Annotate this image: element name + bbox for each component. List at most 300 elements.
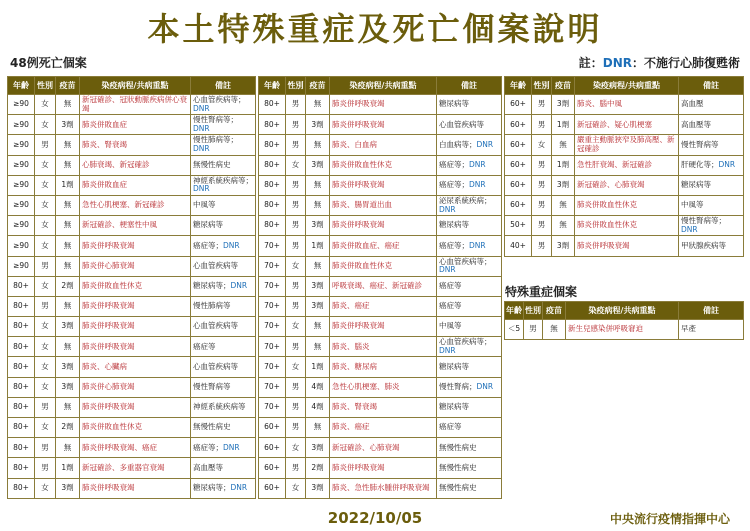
table-row: [259, 155, 502, 175]
column-header: 染疫病程/共病重點: [80, 77, 191, 95]
table-row: [259, 216, 502, 236]
table-row: [259, 175, 502, 195]
column-header: 疫苗: [306, 77, 330, 95]
note-text: 癌症等；: [193, 442, 223, 452]
table-row: [8, 418, 256, 438]
age-cell: 80+: [8, 276, 35, 296]
note-cell: 慢性腎病等: [679, 135, 744, 155]
dnr-marker: DNR: [193, 123, 210, 133]
note-cell: [437, 195, 502, 215]
disease-cell: 肺炎併呼吸衰竭: [330, 175, 437, 195]
note-cell: 中風等: [191, 195, 256, 215]
table-row: [505, 175, 744, 195]
note-cell: 中風等: [679, 195, 744, 215]
vaccine-cell: 3劑: [56, 115, 80, 135]
disease-cell: 新生兒感染併呼吸窘迫: [566, 320, 679, 340]
sex-cell: 男: [286, 296, 306, 316]
table-row: [8, 195, 256, 215]
column-header: 備註: [191, 77, 256, 95]
age-cell: 80+: [8, 337, 35, 357]
disease-cell: 肺炎併敗血性休克: [330, 256, 437, 276]
note-text: 心血管疾病等；: [439, 337, 492, 347]
sex-cell: 女: [35, 377, 56, 397]
dnr-marker: DNR: [193, 184, 210, 194]
table-header-row: [259, 77, 502, 95]
note-text: 糖尿病等；: [193, 281, 231, 291]
dnr-marker: DNR: [469, 240, 486, 250]
disease-cell: 肺炎併敗血性休克: [80, 418, 191, 438]
disease-cell: 肺炎併心肺衰竭: [80, 377, 191, 397]
column-header: 備註: [679, 77, 744, 95]
sex-cell: 男: [532, 155, 552, 175]
death-table-3: [504, 76, 744, 257]
table-row: [505, 115, 744, 135]
note-cell: 高血壓等: [679, 115, 744, 135]
vaccine-cell: 4劑: [306, 397, 330, 417]
table-row: [505, 320, 744, 340]
sex-cell: 男: [286, 236, 306, 256]
disease-cell: 肺炎併呼吸衰竭: [80, 337, 191, 357]
disease-cell: 肺炎併呼吸衰竭: [330, 216, 437, 236]
vaccine-cell: 3劑: [552, 175, 575, 195]
age-cell: 80+: [8, 418, 35, 438]
note-cell: [191, 115, 256, 135]
disease-cell: 新冠確診、疑心肌梗塞: [575, 115, 679, 135]
note-cell: 無慢性病史: [437, 458, 502, 478]
note-cell: [191, 175, 256, 195]
note-cell: [437, 135, 502, 155]
note-cell: 糖尿病等: [437, 95, 502, 115]
table-row: [8, 276, 256, 296]
vaccine-cell: 3劑: [552, 95, 575, 115]
age-cell: 80+: [259, 95, 286, 115]
disease-cell: 肺炎併敗血症: [80, 175, 191, 195]
vaccine-cell: 3劑: [306, 276, 330, 296]
death-cases-heading: 48例死亡個案: [10, 56, 87, 70]
page-title: 本土特殊重症及死亡個案說明: [147, 10, 603, 48]
vaccine-cell: 2劑: [306, 458, 330, 478]
age-cell: 80+: [8, 397, 35, 417]
note-text: 癌症等；: [439, 159, 469, 169]
table-row: [505, 195, 744, 215]
sex-cell: 女: [532, 135, 552, 155]
note-cell: [437, 155, 502, 175]
sex-cell: 男: [35, 135, 56, 155]
sex-cell: 女: [35, 357, 56, 377]
age-cell: 70+: [259, 317, 286, 337]
sex-cell: 男: [286, 276, 306, 296]
disease-cell: 急性心肌梗塞、肺炎: [330, 377, 437, 397]
disease-cell: 新冠確診、多重器官衰竭: [80, 458, 191, 478]
table-row: [259, 195, 502, 215]
table-row: [8, 135, 256, 155]
age-cell: 60+: [259, 438, 286, 458]
dnr-marker: DNR: [476, 139, 494, 149]
disease-cell: 肺炎併敗血性休克: [80, 276, 191, 296]
vaccine-cell: 3劑: [56, 317, 80, 337]
disease-cell: 肺炎、腸胃道出血: [330, 195, 437, 215]
dnr-marker: DNR: [193, 103, 210, 113]
sex-cell: 男: [524, 320, 543, 340]
age-cell: 60+: [505, 115, 532, 135]
note-cell: 無慢性病史: [191, 155, 256, 175]
note-cell: 高血壓: [679, 95, 744, 115]
note-cell: [437, 175, 502, 195]
table-header-row: [8, 77, 256, 95]
legend-suffix: ：不施行心肺復甦術: [631, 56, 740, 70]
column-header: 性別: [35, 77, 56, 95]
age-cell: 60+: [505, 155, 532, 175]
vaccine-cell: 3劑: [56, 478, 80, 498]
vaccine-cell: 無: [552, 135, 575, 155]
note-cell: 慢性肺病等: [191, 296, 256, 316]
vaccine-cell: 2劑: [56, 418, 80, 438]
age-cell: 70+: [259, 397, 286, 417]
vaccine-cell: 3劑: [56, 357, 80, 377]
vaccine-cell: 1劑: [56, 458, 80, 478]
vaccine-cell: 2劑: [56, 276, 80, 296]
note-cell: 神經系統疾病等: [191, 397, 256, 417]
note-cell: 糖尿病等: [437, 397, 502, 417]
disease-cell: 肺炎併敗血症、癌症: [330, 236, 437, 256]
age-cell: 40+: [505, 236, 532, 256]
dnr-marker: DNR: [223, 442, 240, 452]
note-cell: 中風等: [437, 317, 502, 337]
age-cell: 80+: [8, 458, 35, 478]
sex-cell: 男: [35, 458, 56, 478]
table-row: [8, 95, 256, 115]
note-text: 泌尿系統疾病；: [439, 196, 492, 206]
table-row: [259, 115, 502, 135]
table-row: [8, 438, 256, 458]
table-row: [259, 317, 502, 337]
sex-cell: 女: [286, 478, 306, 498]
report-date: 2022/10/05: [327, 509, 423, 527]
age-cell: 80+: [259, 155, 286, 175]
table-row: [8, 337, 256, 357]
age-cell: 50+: [505, 216, 532, 236]
table-row: [259, 418, 502, 438]
disease-cell: 新冠確診、心肺衰竭: [575, 175, 679, 195]
severe-table: [504, 301, 744, 340]
disease-cell: 肺炎併敗血性休克: [575, 195, 679, 215]
sex-cell: 男: [286, 337, 306, 357]
vaccine-cell: 1劑: [56, 175, 80, 195]
table-row: [505, 236, 744, 256]
table-row: [259, 397, 502, 417]
note-cell: [191, 276, 256, 296]
disease-cell: 肺炎併呼吸衰竭: [80, 236, 191, 256]
vaccine-cell: 1劑: [306, 357, 330, 377]
age-cell: 80+: [8, 438, 35, 458]
note-cell: [437, 337, 502, 357]
age-cell: 70+: [259, 357, 286, 377]
note-cell: 無慢性病史: [437, 478, 502, 498]
note-cell: 糖尿病等: [437, 357, 502, 377]
disease-cell: 肺炎、腎衰竭: [330, 397, 437, 417]
disease-cell: 肺炎併呼吸衰竭: [330, 95, 437, 115]
organization-name: 中央流行疫情指揮中心: [609, 512, 730, 526]
age-cell: 70+: [259, 296, 286, 316]
disease-cell: 肺炎併敗血性休克: [575, 216, 679, 236]
disease-cell: 肺炎、急性肺水腫併呼吸衰竭: [330, 478, 437, 498]
age-cell: ≥90: [8, 216, 35, 236]
disease-cell: 肺炎、腦中風: [575, 95, 679, 115]
disease-cell: 呼吸衰竭、癌症、新冠確診: [330, 276, 437, 296]
note-cell: [191, 236, 256, 256]
disease-cell: 肺炎併敗血性休克: [330, 155, 437, 175]
note-cell: 癌症等: [437, 276, 502, 296]
note-text: 慢性腎病；: [439, 381, 477, 391]
disease-cell: 肺炎併呼吸衰竭: [80, 296, 191, 316]
age-cell: 70+: [259, 256, 286, 276]
note-cell: 無慢性病史: [191, 418, 256, 438]
age-cell: 80+: [259, 175, 286, 195]
vaccine-cell: 3劑: [306, 155, 330, 175]
vaccine-cell: 無: [306, 418, 330, 438]
table-row: [259, 236, 502, 256]
vaccine-cell: 1劑: [552, 155, 575, 175]
table-row: [259, 438, 502, 458]
death-table-1: [7, 76, 256, 499]
table-row: [8, 458, 256, 478]
sex-cell: 女: [35, 195, 56, 215]
column-header: 備註: [679, 302, 744, 320]
age-cell: 70+: [259, 236, 286, 256]
vaccine-cell: 無: [56, 135, 80, 155]
table-header-row: [505, 302, 744, 320]
table-row: [8, 357, 256, 377]
age-cell: 60+: [505, 175, 532, 195]
sex-cell: 女: [35, 155, 56, 175]
note-cell: [191, 478, 256, 498]
column-header: 染疫病程/共病重點: [566, 302, 679, 320]
disease-cell: 肺炎併呼吸衰竭、癌症: [80, 438, 191, 458]
age-cell: 60+: [505, 135, 532, 155]
sex-cell: 男: [532, 95, 552, 115]
vaccine-cell: 無: [543, 320, 566, 340]
note-text: 慢性腎病等；: [681, 216, 726, 226]
vaccine-cell: 3劑: [306, 478, 330, 498]
sex-cell: 女: [286, 317, 306, 337]
vaccine-cell: 4劑: [306, 377, 330, 397]
table-row: [505, 95, 744, 115]
dnr-marker: DNR: [439, 345, 456, 355]
disease-cell: 肺炎併呼吸衰竭: [80, 317, 191, 337]
note-text: 糖尿病等；: [193, 482, 231, 492]
note-cell: 心血管疾病等: [191, 317, 256, 337]
table-row: [8, 236, 256, 256]
note-text: 癌症等；: [193, 240, 223, 250]
note-cell: [191, 438, 256, 458]
disease-cell: 心肺衰竭、新冠確診: [80, 155, 191, 175]
sex-cell: 女: [35, 236, 56, 256]
table-row: [8, 155, 256, 175]
note-text: 慢性腎病等；: [193, 115, 238, 125]
sex-cell: 男: [532, 115, 552, 135]
age-cell: 80+: [259, 135, 286, 155]
disease-cell: 肺炎、腦炎: [330, 337, 437, 357]
column-header: 染疫病程/共病重點: [575, 77, 679, 95]
note-cell: 糖尿病等: [437, 216, 502, 236]
vaccine-cell: 無: [56, 296, 80, 316]
age-cell: 60+: [505, 195, 532, 215]
disease-cell: 肺炎、糖尿病: [330, 357, 437, 377]
disease-cell: 肺炎、心臟病: [80, 357, 191, 377]
table-row: [8, 478, 256, 498]
disease-cell: 肺炎、癌症: [330, 296, 437, 316]
table-row: [259, 95, 502, 115]
sex-cell: 女: [35, 276, 56, 296]
sex-cell: 男: [532, 216, 552, 236]
disease-cell: 肺炎併呼吸衰竭: [575, 236, 679, 256]
age-cell: 60+: [505, 95, 532, 115]
vaccine-cell: 無: [56, 236, 80, 256]
age-cell: ≥90: [8, 195, 35, 215]
dnr-legend: [579, 54, 740, 71]
age-cell: 60+: [259, 458, 286, 478]
sex-cell: 男: [35, 256, 56, 276]
age-cell: 60+: [259, 478, 286, 498]
vaccine-cell: 3劑: [306, 115, 330, 135]
table-row: [505, 216, 744, 236]
note-text: 肝硬化等；: [681, 159, 719, 169]
column-header: 性別: [524, 302, 543, 320]
age-cell: 70+: [259, 337, 286, 357]
sex-cell: 男: [286, 135, 306, 155]
note-cell: [437, 377, 502, 397]
column-header: 年齡: [505, 77, 532, 95]
table-row: [8, 377, 256, 397]
vaccine-cell: 無: [306, 95, 330, 115]
sex-cell: 男: [286, 458, 306, 478]
disease-cell: 急性肝衰竭、新冠確診: [575, 155, 679, 175]
disease-cell: 肺炎、白血病: [330, 135, 437, 155]
table-row: [259, 296, 502, 316]
dnr-marker: DNR: [230, 482, 248, 492]
column-header: 疫苗: [543, 302, 566, 320]
vaccine-cell: 1劑: [552, 115, 575, 135]
table-row: [8, 175, 256, 195]
sex-cell: 男: [35, 438, 56, 458]
note-cell: 早產: [679, 320, 744, 340]
sex-cell: 女: [286, 155, 306, 175]
disease-cell: 肺炎、腎衰竭: [80, 135, 191, 155]
note-cell: 糖尿病等: [191, 216, 256, 236]
table-row: [259, 337, 502, 357]
age-cell: ≥90: [8, 95, 35, 115]
disease-cell: 肺炎併呼吸衰竭: [80, 397, 191, 417]
sex-cell: 女: [35, 418, 56, 438]
vaccine-cell: 無: [56, 195, 80, 215]
sex-cell: 男: [286, 95, 306, 115]
disease-cell: 肺炎併呼吸衰竭: [80, 478, 191, 498]
note-cell: 無慢性病史: [437, 438, 502, 458]
table-row: [505, 155, 744, 175]
note-cell: 癌症等: [437, 418, 502, 438]
age-cell: 80+: [8, 357, 35, 377]
legend-prefix: 註：: [578, 56, 603, 70]
note-text: 心血管疾病等；: [193, 95, 246, 105]
age-cell: 80+: [8, 478, 35, 498]
age-cell: ≥90: [8, 236, 35, 256]
vaccine-cell: 無: [56, 216, 80, 236]
sex-cell: 女: [286, 357, 306, 377]
sex-cell: 男: [532, 195, 552, 215]
vaccine-cell: 無: [306, 337, 330, 357]
sex-cell: 女: [35, 216, 56, 236]
sex-cell: 女: [35, 95, 56, 115]
dnr-marker: DNR: [230, 281, 248, 291]
disease-cell: 肺炎併呼吸衰竭: [330, 317, 437, 337]
note-cell: 慢性腎病等: [191, 377, 256, 397]
table-row: [8, 296, 256, 316]
column-header: 性別: [532, 77, 552, 95]
legend-dnr: DNR: [602, 56, 632, 70]
note-cell: 癌症等: [191, 337, 256, 357]
note-cell: [437, 236, 502, 256]
note-cell: 高血壓等: [191, 458, 256, 478]
sex-cell: 男: [286, 175, 306, 195]
table-row: [259, 377, 502, 397]
sex-cell: 女: [286, 256, 306, 276]
disease-cell: 急性心肌梗塞、新冠確診: [80, 195, 191, 215]
age-cell: ≥90: [8, 115, 35, 135]
death-table-2: [258, 76, 502, 499]
age-cell: 80+: [259, 115, 286, 135]
sex-cell: 女: [35, 115, 56, 135]
age-cell: ≥90: [8, 256, 35, 276]
disease-cell: 新冠確診、冠狀動脈疾病併心衰竭: [80, 95, 191, 115]
table-row: [259, 458, 502, 478]
table-row: [8, 216, 256, 236]
age-cell: ＜5: [505, 320, 524, 340]
disease-cell: 肺炎、癌症: [330, 418, 437, 438]
vaccine-cell: 無: [306, 135, 330, 155]
table-row: [505, 135, 744, 155]
dnr-marker: DNR: [439, 204, 456, 214]
age-cell: 80+: [259, 216, 286, 236]
sex-cell: 男: [35, 296, 56, 316]
sex-cell: 女: [286, 438, 306, 458]
disease-cell: 肺炎併敗血症: [80, 115, 191, 135]
dnr-marker: DNR: [193, 143, 210, 153]
sex-cell: 男: [286, 418, 306, 438]
dnr-marker: DNR: [223, 240, 240, 250]
note-cell: [437, 256, 502, 276]
table-row: [259, 276, 502, 296]
vaccine-cell: 3劑: [306, 216, 330, 236]
column-header: 年齡: [8, 77, 35, 95]
column-header: 疫苗: [56, 77, 80, 95]
disease-cell: 新冠確診、梗塞性中風: [80, 216, 191, 236]
disease-cell: 肺炎併呼吸衰竭: [330, 458, 437, 478]
dnr-marker: DNR: [681, 224, 698, 234]
sex-cell: 男: [286, 377, 306, 397]
dnr-marker: DNR: [476, 381, 494, 391]
vaccine-cell: 無: [306, 195, 330, 215]
age-cell: 60+: [259, 418, 286, 438]
dnr-marker: DNR: [439, 265, 456, 275]
age-cell: 80+: [259, 195, 286, 215]
severe-cases-heading: 特殊重症個案: [505, 285, 578, 299]
sex-cell: 男: [35, 397, 56, 417]
vaccine-cell: 1劑: [306, 236, 330, 256]
column-header: 疫苗: [552, 77, 575, 95]
note-cell: [679, 155, 744, 175]
note-cell: 癌症等: [437, 296, 502, 316]
vaccine-cell: 3劑: [552, 236, 575, 256]
